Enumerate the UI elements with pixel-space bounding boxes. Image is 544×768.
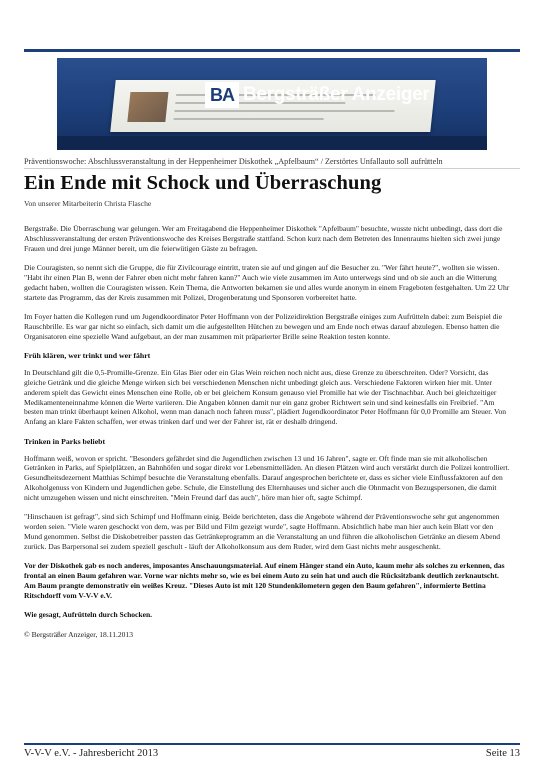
- footer-page-number: Seite 13: [485, 748, 520, 759]
- article-paragraph: Hoffmann weiß, wovon er spricht. "Besonders gefährdet sind die Jugendlichen zwischen 13 und 16 Jahren", sagte er. Oft finde man sie mit alkoholischen Getränken in Parks, auf Spielplätzen, an Bahnhöfen und sogar direkt vor Lebensmittelläden. An diesen Plätzen wird auch verstärkt durch die Polizei kontrolliert. Gesundheitsdezernent Matthias Schimpf besuchte die Veranstaltung ebenfalls. Darauf angesprochen berichtete er, dass es sicher viele Einflussfaktoren auf den Alkoholgenuss von Kindern und Jugendlichen gebe. Schule, die Einstellung des Elternhauses und sicher auch die Ohnmacht von Bezugspersonen, die damit nicht umzugehen wissen und nicht einschreiten. "Mein Freund darf das auch", höre man hier oft, sagte Schimpf.: [24, 453, 510, 502]
- subheading: Früh klären, wer trinkt und wer fährt: [24, 351, 151, 361]
- article-body: [24, 224, 510, 649]
- article-title: Ein Ende mit Schock und Überraschung: [24, 172, 382, 194]
- logo-mark: BA: [205, 82, 239, 108]
- newspaper-logo: [205, 82, 430, 108]
- footer-rule: [24, 743, 520, 745]
- copyright-note: © Bergsträßer Anzeiger, 18.11.2013: [24, 629, 133, 639]
- article-byline: Von unserer Mitarbeiterin Christa Flasche: [24, 199, 152, 208]
- article-paragraph-bold: Vor der Diskothek gab es noch anderes, imposantes Anschauungsmaterial. Auf einem Hänger stand ein Auto, kaum mehr als solches zu erkennen, das frontal an einen Baum gefahren war. Vorne war nichts mehr so, wie es bei einem Auto zu sein hat und auch die Rücksitzbank deutlich zerknautscht. Am Baum prangte demonstrativ ein weißes Kreuz. "Dieses Auto ist mit 120 Stundenkilometern gegen den Baum gefahren", informierte Bettina Ritschdorff vom V-V-V e.V.: [24, 561, 505, 600]
- subheading: Trinken in Parks beliebt: [24, 436, 106, 446]
- footer-report-title: V-V-V e.V. - Jahresbericht 2013: [24, 748, 159, 759]
- article-paragraph: Bergstraße. Die Überraschung war gelungen. Wer am Freitagabend die Heppenheimer Diskothek "Apfelbaum" besuchte, wusste nicht unbedingt, dass dort die Abschlussveranstaltung der ersten Präventionswoche des Kreises Bergstraße stattfand. Schon kurz nach dem Betreten des Innenraums hielten sich zwei junge Frauen und drei junge Männer bereit, um die feierwütigen Gäste zu befragen.: [24, 224, 503, 253]
- article-paragraph: Im Foyer hatten die Kollegen rund um Jugendkoordinator Peter Hoffmann von der Polizeidirektion Bergstraße einiges zum Aufrütteln dabei: zum Beispiel die Rauschbrille. Es war gar nicht so einfach, sich damit um die aufgestellten Hütchen zu bewegen und am Ende noch etwas darauf abzulegen. Ebenso hatten die Organisatoren eine spezielle Wand aufgebaut, an der man zusammen mit präparierter Brille seine Reaktion testen konnte.: [24, 312, 502, 341]
- logo-text: Bergsträßer Anzeiger: [243, 84, 430, 105]
- article-paragraph: In Deutschland gilt die 0,5-Promille-Grenze. Ein Glas Bier oder ein Glas Wein reichen noch nicht aus, diese Grenze zu überschreiten. Oder? Vorsicht, das gleiche Getränk und die gleiche Menge wirken sich bei verschiedenen Menschen nicht unbedingt gleich aus. Verschiedene Faktoren wirken hier mit. Unter anderem spielt das Gewicht eines Menschen eine Rolle, ob er bei gleichem Konsum genauso viel Promille hat wie der Tischnachbar. Auch bei gleichzeitiger Medikamenteneinnahme können die Werte variieren. Die Angaben können damit nur ein ganz grober Richtwert sein und sind keinesfalls ein Freibrief. "Am besten man trinkt überhaupt keinen Alkohol, wenn man danach noch fahren muss", plädiert Jugendkoordinator Peter Hoffmann für 0,0 Promille am Steuer. Von Anfang an klare Fakten schaffen, wer etwas trinken darf und wer der Fahrer ist, rät er deshalb dringend.: [24, 368, 506, 427]
- kicker-divider: [24, 168, 520, 169]
- article-paragraph: Die Couragisten, so nennt sich die Gruppe, die für Zivilcourage eintritt, traten sie auf und gingen auf die Besucher zu. "Wer fährt heute?", wollten sie wissen. "Habt ihr einen Plan B, wenn der Fahrer eben nicht mehr fahren kann?" Auch wie viele zusammen im Auto unterwegs sind und ob sie auch an die Witterung gedacht haben, wollten die Couragisten wissen. Kein Thema, die Antworten bekamen sie und alles wurde anonym in einem Frageboten festgehalten. Um 22 Uhr startete das Programm, das der Kreis zusammen mit Polizei, Drogenberatung und Sponsoren vorbereitet hatte.: [24, 263, 510, 302]
- article-paragraph: "Hinschauen ist gefragt", sind sich Schimpf und Hoffmann einig. Beide berichteten, dass die Angebote während der Präventionswoche sehr gut angenommen worden seien. "Viele waren geschockt von dem, was per Bild und Film gezeigt wurde", sagte Hoffmann. Absichtlich habe man hier auch kein Blatt vor den Mund genommen. Selbst die Diskobetreiber passten das Getränkeprogramm an die Veranstaltung an und führen die alkoholischen Getränke an diesem Abend zurück. Das Barpersonal sei zudem speziell geschult - läuft der Alkoholkonsum aus dem Ruder, wird dem Gast nichts mehr ausgeschenkt.: [24, 512, 501, 551]
- article-kicker: Präventionswoche: Abschlussveranstaltung in der Heppenheimer Diskothek „Apfelbaum“ / Zerstörtes Unfallauto soll aufrütteln: [24, 157, 443, 166]
- top-rule: [24, 49, 520, 52]
- newspaper-banner: [57, 58, 487, 150]
- closing-line: Wie gesagt, Aufrütteln durch Schocken.: [24, 610, 153, 620]
